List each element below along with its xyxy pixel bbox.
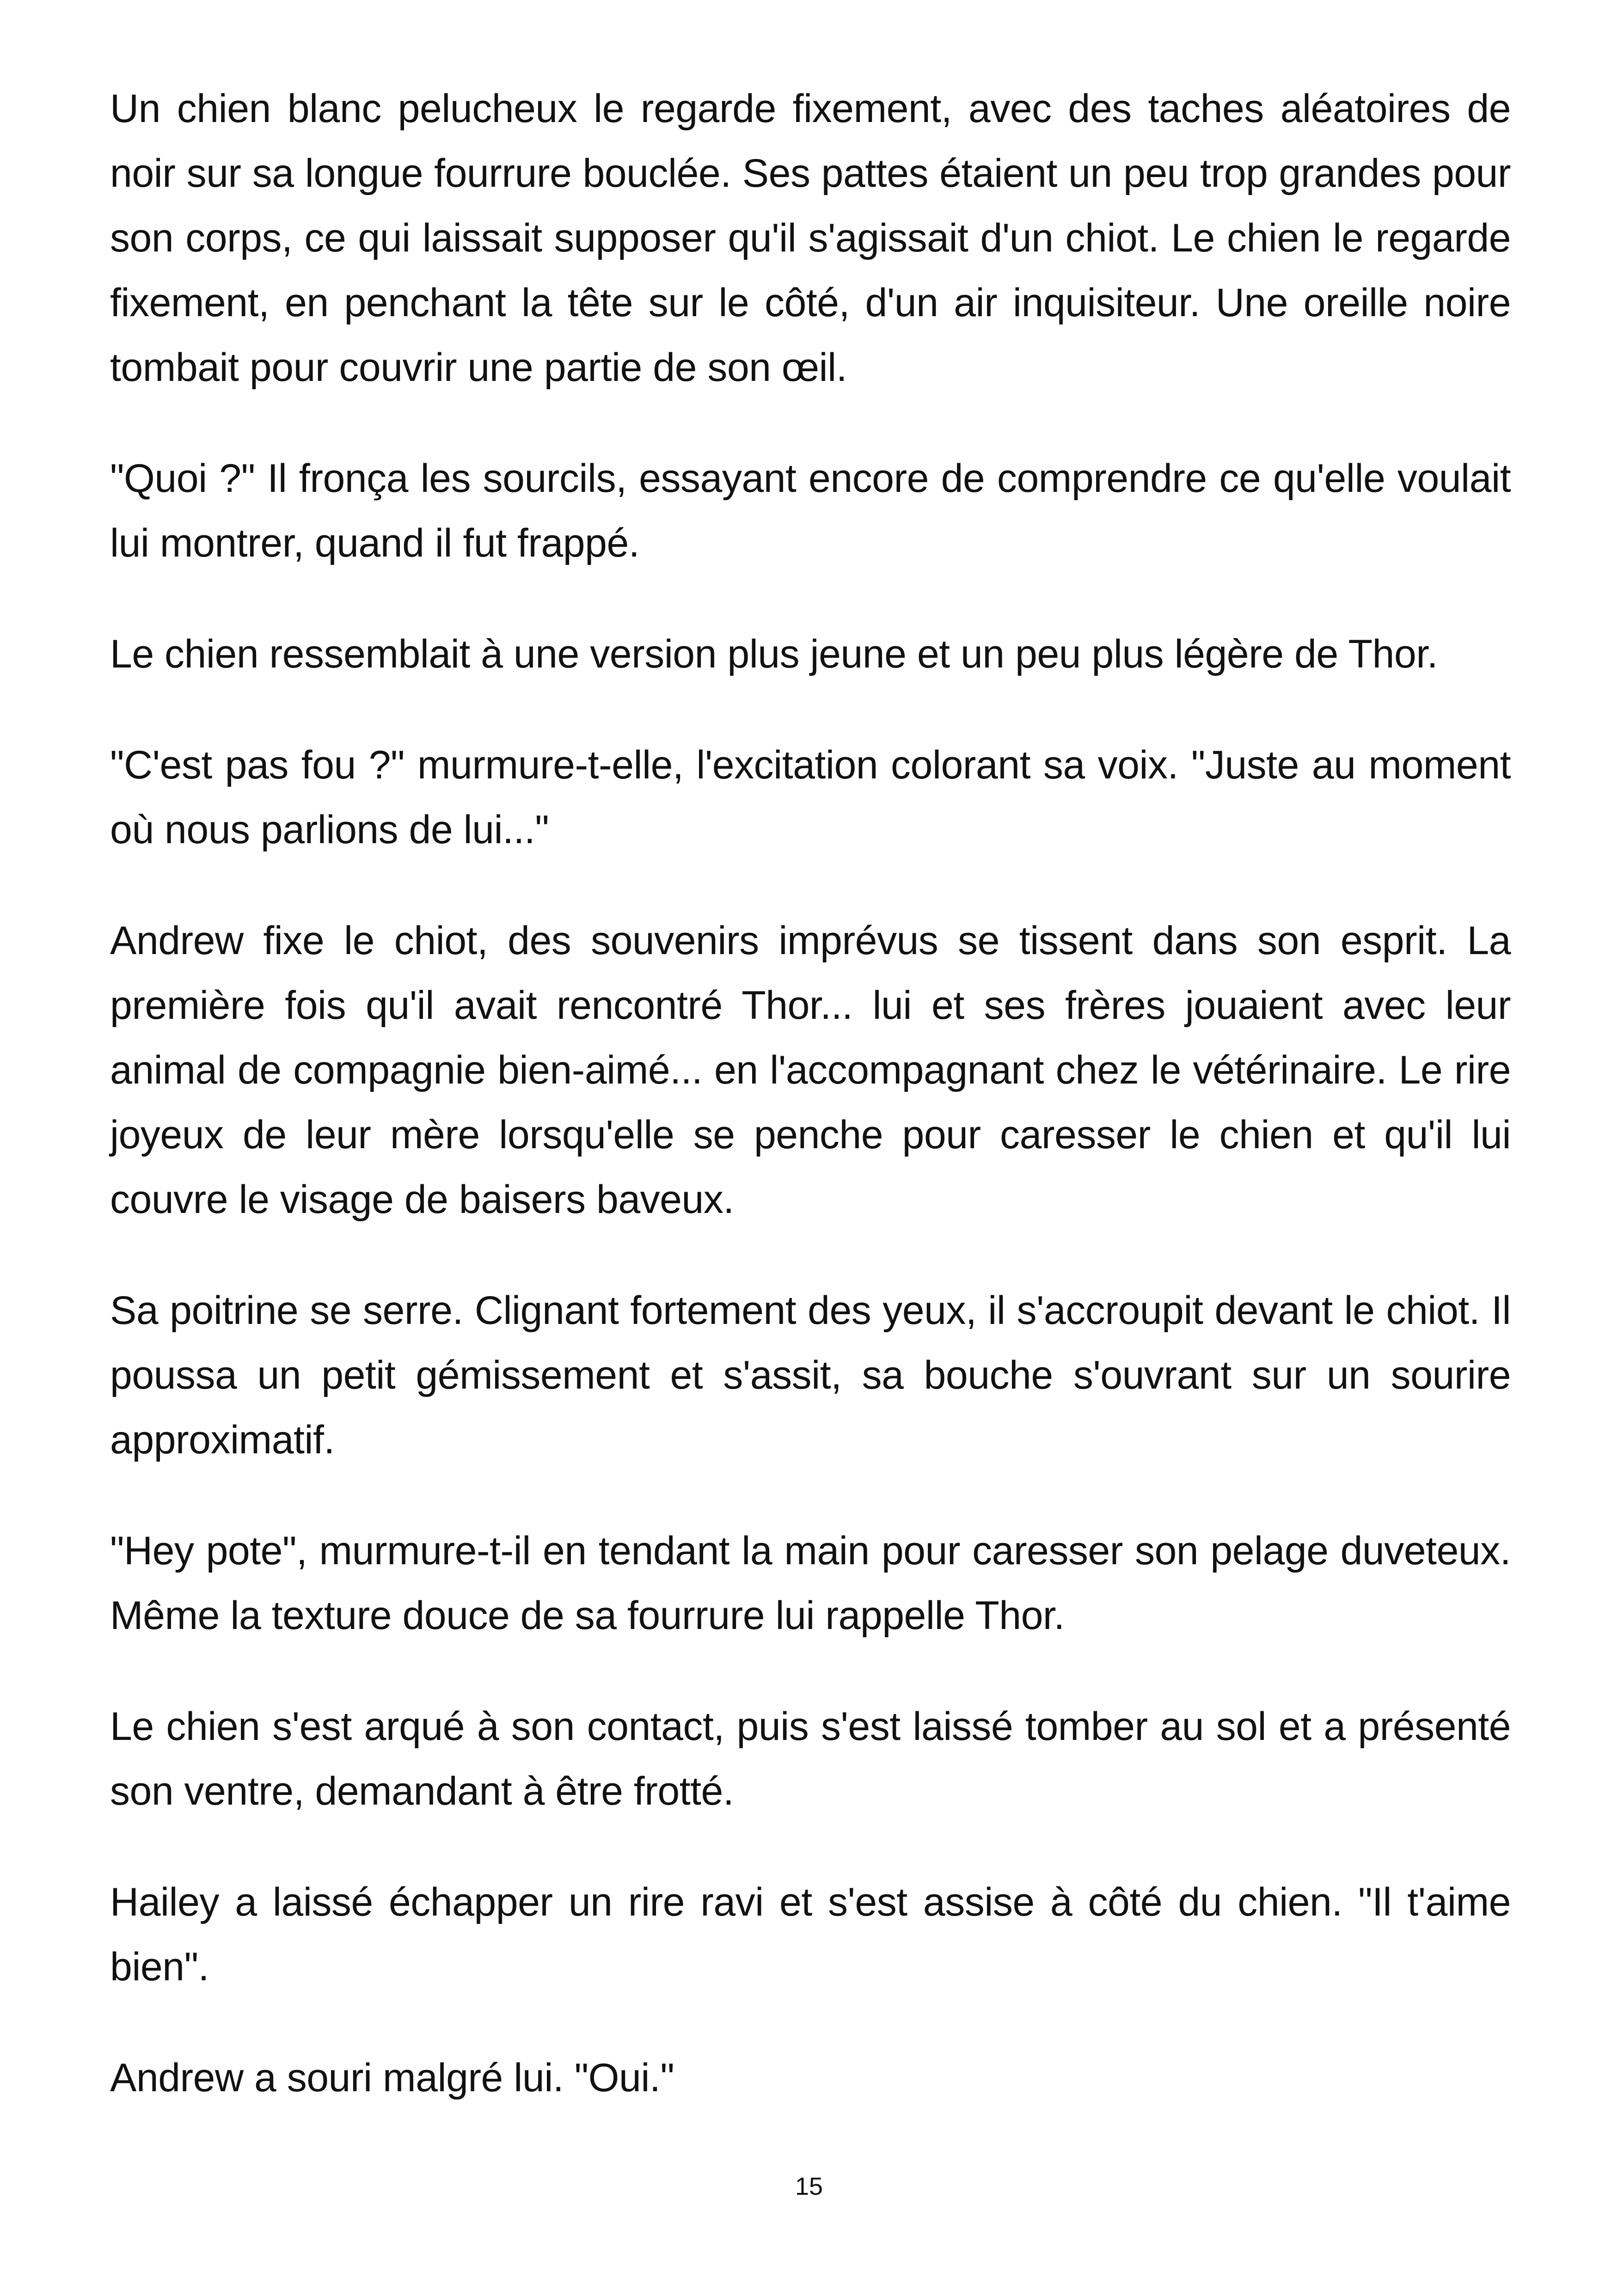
paragraph-10: Andrew a souri malgré lui. "Oui."	[110, 2056, 674, 2100]
paragraph-5: Andrew fixe le chiot, des souvenirs imprévus se tissent dans son esprit. La première fois qu'il avait rencontré Thor... lui et ses frères jouaient avec leur animal de compagnie bien-aimé... en l'accompagnant chez le vétérinaire. Le rire joyeux de leur mère lorsqu'elle se penche pour caresser le chien et qu'il lui couvre le visage de baisers baveux.	[110, 918, 1511, 1222]
paragraph-9: Hailey a laissé échapper un rire ravi et s'est assise à côté du chien. "Il t'aime bien".	[110, 1880, 1511, 1989]
body-text	[110, 76, 1511, 2156]
paragraph-4: "C'est pas fou ?" murmure-t-elle, l'excitation colorant sa voix. "Juste au moment où nous parlions de lui..."	[110, 743, 1511, 852]
paragraph-6: Sa poitrine se serre. Clignant fortement des yeux, il s'accroupit devant le chiot. Il poussa un petit gémissement et s'assit, sa bouche s'ouvrant sur un sourire approximatif.	[110, 1288, 1511, 1462]
paragraph-3: Le chien ressemblait à une version plus jeune et un peu plus légère de Thor.	[110, 632, 1438, 676]
paragraph-8: Le chien s'est arqué à son contact, puis s'est laissé tomber au sol et a présenté son ventre, demandant à être frotté.	[110, 1704, 1511, 1813]
page-number: 15	[795, 2173, 823, 2200]
paragraph-2: "Quoi ?" Il fronça les sourcils, essayant encore de comprendre ce qu'elle voulait lui montrer, quand il fut frappé.	[110, 456, 1511, 565]
paragraph-7: "Hey pote", murmure-t-il en tendant la main pour caresser son pelage duveteux. Même la texture douce de sa fourrure lui rappelle Thor.	[110, 1529, 1511, 1638]
paragraph-1: Un chien blanc pelucheux le regarde fixement, avec des taches aléatoires de noir sur sa longue fourrure bouclée. Ses pattes étaient un peu trop grandes pour son corps, ce qui laissait supposer qu'il s'agissait d'un chiot. Le chien le regarde fixement, en penchant la tête sur le côté, d'un air inquisiteur. Une oreille noire tombait pour couvrir une partie de son œil.	[110, 86, 1511, 390]
